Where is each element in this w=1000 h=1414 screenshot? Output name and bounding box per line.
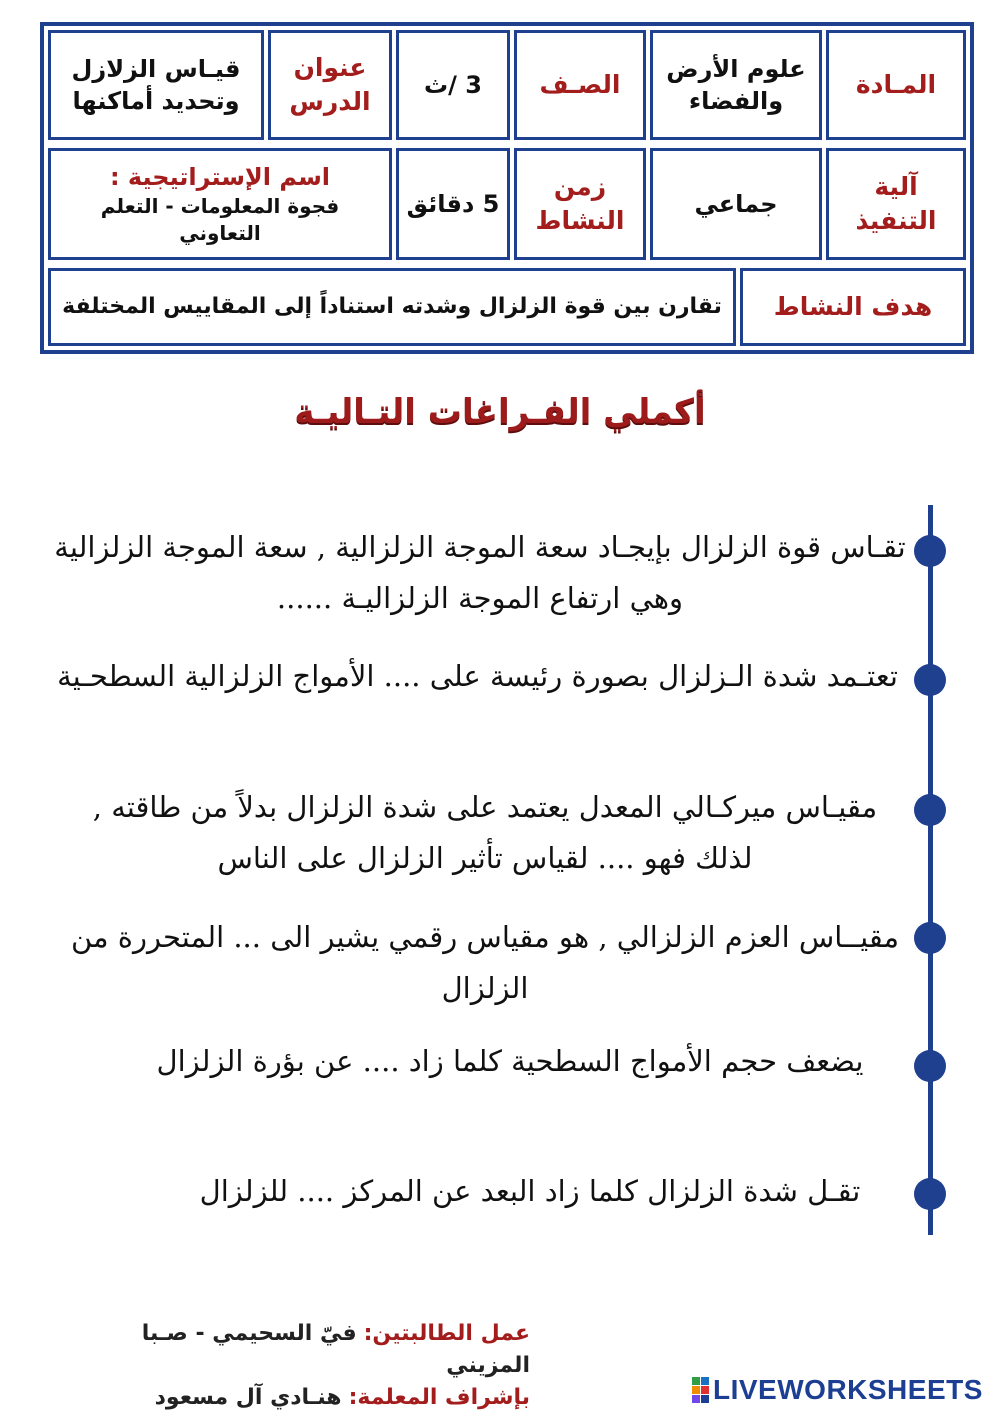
info-row-3: [48, 268, 966, 346]
item-1-line-1: تقـاس قوة الزلزال بإيجـاد سعة الموجة الزلزالية , سعة الموجة الزلزالية: [54, 530, 906, 564]
teacher-label: بإشراف المعلمة:: [348, 1384, 530, 1410]
fill-blank-item-1: [50, 522, 910, 624]
info-row-1: [48, 30, 966, 140]
fill-blank-item-2: [40, 651, 915, 702]
grade-label: الصـف: [514, 30, 646, 140]
timeline-line: [928, 505, 933, 1235]
item-4-line-2: الزلزال: [441, 970, 529, 1005]
item-5-line-1: يضعف حجم الأمواج السطحية كلما زاد .... عن بؤرة الزلزال: [156, 1044, 864, 1078]
activity-time-value: 5 دقائق: [396, 148, 510, 260]
bullet-dot-1: [914, 535, 946, 567]
students-names: فيّ السحيمي - صـبا المزيني: [141, 1321, 530, 1378]
info-row-2: [48, 148, 966, 260]
fill-blank-item-4: [60, 912, 910, 1014]
item-4-line-1: مقيــاس العزم الزلزالي , هو مقياس رقمي يشير الى ... المتحررة من: [70, 920, 900, 954]
liveworksheets-logo-icon: [692, 1377, 709, 1403]
fill-blank-item-3: [70, 782, 900, 884]
worksheet-heading: أكملي الفـراغات التـاليـة: [294, 392, 706, 432]
subject-value: علوم الأرض والفضاء: [650, 30, 822, 140]
bullet-dot-2: [914, 664, 946, 696]
bullet-dot-3: [914, 794, 946, 826]
activity-time-label: زمن النشاط: [514, 148, 646, 260]
item-6-line-1: تقـل شدة الزلزال كلما زاد البعد عن المركز .... للزلزال: [199, 1174, 861, 1208]
bullet-dot-4: [914, 922, 946, 954]
credits-block: [60, 1318, 530, 1414]
teacher-credit: [60, 1382, 530, 1414]
item-2-line-1: تعتـمد شدة الـزلزال بصورة رئيسة على .... الأمواج الزلزالية السطحـية: [57, 659, 898, 693]
fill-blank-item-6: [170, 1166, 890, 1217]
teacher-name: هنـادي آل مسعود: [154, 1384, 342, 1410]
item-3-line-1: مقيـاس ميركـالي المعدل يعتمد على شدة الزلزال بدلاً من طاقته ,: [92, 790, 878, 824]
liveworksheets-brand[interactable]: [692, 1374, 983, 1406]
mechanism-value: جماعي: [650, 148, 822, 260]
lesson-title-label: عنوان الدرس: [268, 30, 392, 140]
brand-name: LIVEWORKSHEETS: [713, 1374, 983, 1405]
students-label: عمل الطالبتين:: [363, 1321, 530, 1346]
lesson-info-table: [40, 22, 974, 354]
mechanism-label: آلية التنفيذ: [826, 148, 966, 260]
grade-value: 3 /ث: [396, 30, 510, 140]
activity-goal-value: تقارن بين قوة الزلزال وشدته استناداً إلى المقاييس المختلفة: [48, 268, 736, 346]
strategy-value: فجوة المعلومات - التعلم التعاوني: [100, 194, 340, 246]
item-1-line-2: وهي ارتفاع الموجة الزلزاليـة ......: [276, 580, 684, 615]
lesson-title-value: قيـاس الزلازل وتحديد أماكنها: [48, 30, 264, 140]
strategy-cell: [48, 148, 392, 260]
bullet-dot-6: [914, 1178, 946, 1210]
activity-goal-label: هدف النشاط: [740, 268, 966, 346]
fill-blank-item-5: [120, 1036, 900, 1087]
strategy-label: اسم الإستراتيجية :: [109, 162, 331, 191]
item-3-line-2: لذلك فهو .... لقياس تأثير الزلزال على الناس: [217, 840, 753, 875]
students-credit: [60, 1318, 530, 1382]
subject-label: المـادة: [826, 30, 966, 140]
bullet-dot-5: [914, 1050, 946, 1082]
